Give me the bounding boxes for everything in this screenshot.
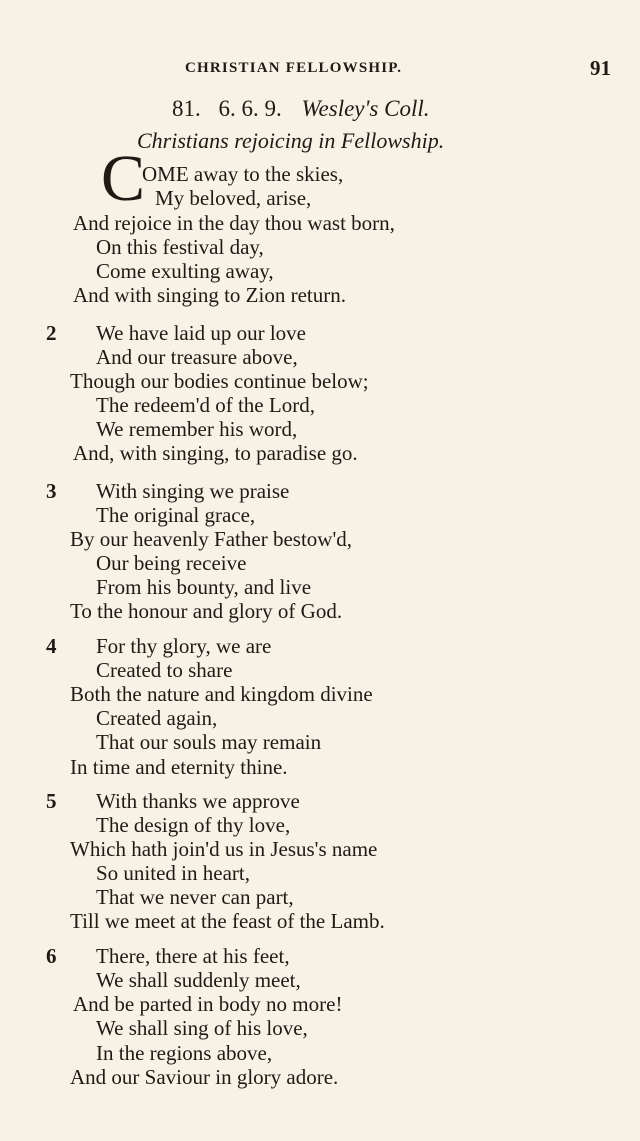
verse-line: Come exulting away, xyxy=(96,259,274,283)
verse-line: Till we meet at the feast of the Lamb. xyxy=(70,909,385,933)
verse-line: That we never can part, xyxy=(96,885,294,909)
verse-line: The original grace, xyxy=(96,503,256,527)
verse-line: With singing we praise xyxy=(96,479,290,503)
verse-line: By our heavenly Father bestow'd, xyxy=(70,527,352,551)
verse-line: Both the nature and kingdom divine xyxy=(70,682,373,706)
verse-line: With thanks we approve xyxy=(96,789,300,813)
verse-number: 4 xyxy=(46,634,57,658)
drop-cap: C xyxy=(101,142,146,215)
verse-line: In the regions above, xyxy=(96,1041,273,1065)
hymn-heading xyxy=(172,96,430,122)
verse-line: And our treasure above, xyxy=(96,345,298,369)
verse-line: To the honour and glory of God. xyxy=(70,599,343,623)
hymn-subtitle: Christians rejoicing in Fellowship. xyxy=(137,128,445,153)
verse-line: So united in heart, xyxy=(96,861,250,885)
verse-number: 3 xyxy=(46,479,57,503)
verse-line: My beloved, arise, xyxy=(155,186,312,210)
verse-line: We remember his word, xyxy=(96,417,298,441)
verse-line: For thy glory, we are xyxy=(96,634,272,658)
hymn-meter: 6. 6. 9. xyxy=(218,96,282,121)
verse-line: And be parted in body no more! xyxy=(73,992,343,1016)
verse-line: Created again, xyxy=(96,706,218,730)
verse-line: Created to share xyxy=(96,658,233,682)
verse-line: And rejoice in the day thou wast born, xyxy=(73,211,395,235)
verse-line: And, with singing, to paradise go. xyxy=(73,441,358,465)
verse-line: The design of thy love, xyxy=(96,813,291,837)
verse-line: The redeem'd of the Lord, xyxy=(96,393,315,417)
verse-line: Our being receive xyxy=(96,551,247,575)
verse-number: 6 xyxy=(46,944,57,968)
verse-line: Though our bodies continue below; xyxy=(70,369,369,393)
verse-line: From his bounty, and live xyxy=(96,575,312,599)
hymn-tune-source: Wesley's Coll. xyxy=(301,96,430,121)
verse-line: We shall suddenly meet, xyxy=(96,968,301,992)
verse-line: And our Saviour in glory adore. xyxy=(70,1065,339,1089)
verse-number: 5 xyxy=(46,789,57,813)
page-number: 91 xyxy=(590,56,611,80)
verse-line: That our souls may remain xyxy=(96,730,322,754)
verse-line: On this festival day, xyxy=(96,235,264,259)
verse-line: We have laid up our love xyxy=(96,321,306,345)
verse-line: And with singing to Zion return. xyxy=(73,283,346,307)
verse-line: In time and eternity thine. xyxy=(70,755,288,779)
hymn-number: 81. xyxy=(172,96,201,121)
page-header xyxy=(0,56,640,84)
verse-line: Which hath join'd us in Jesus's name xyxy=(70,837,378,861)
verse-line: We shall sing of his love, xyxy=(96,1016,308,1040)
running-title: CHRISTIAN FELLOWSHIP. xyxy=(185,60,403,76)
verse-line: There, there at his feet, xyxy=(96,944,290,968)
verse-number: 2 xyxy=(46,321,57,345)
verse-line: OME away to the skies, xyxy=(142,162,344,186)
